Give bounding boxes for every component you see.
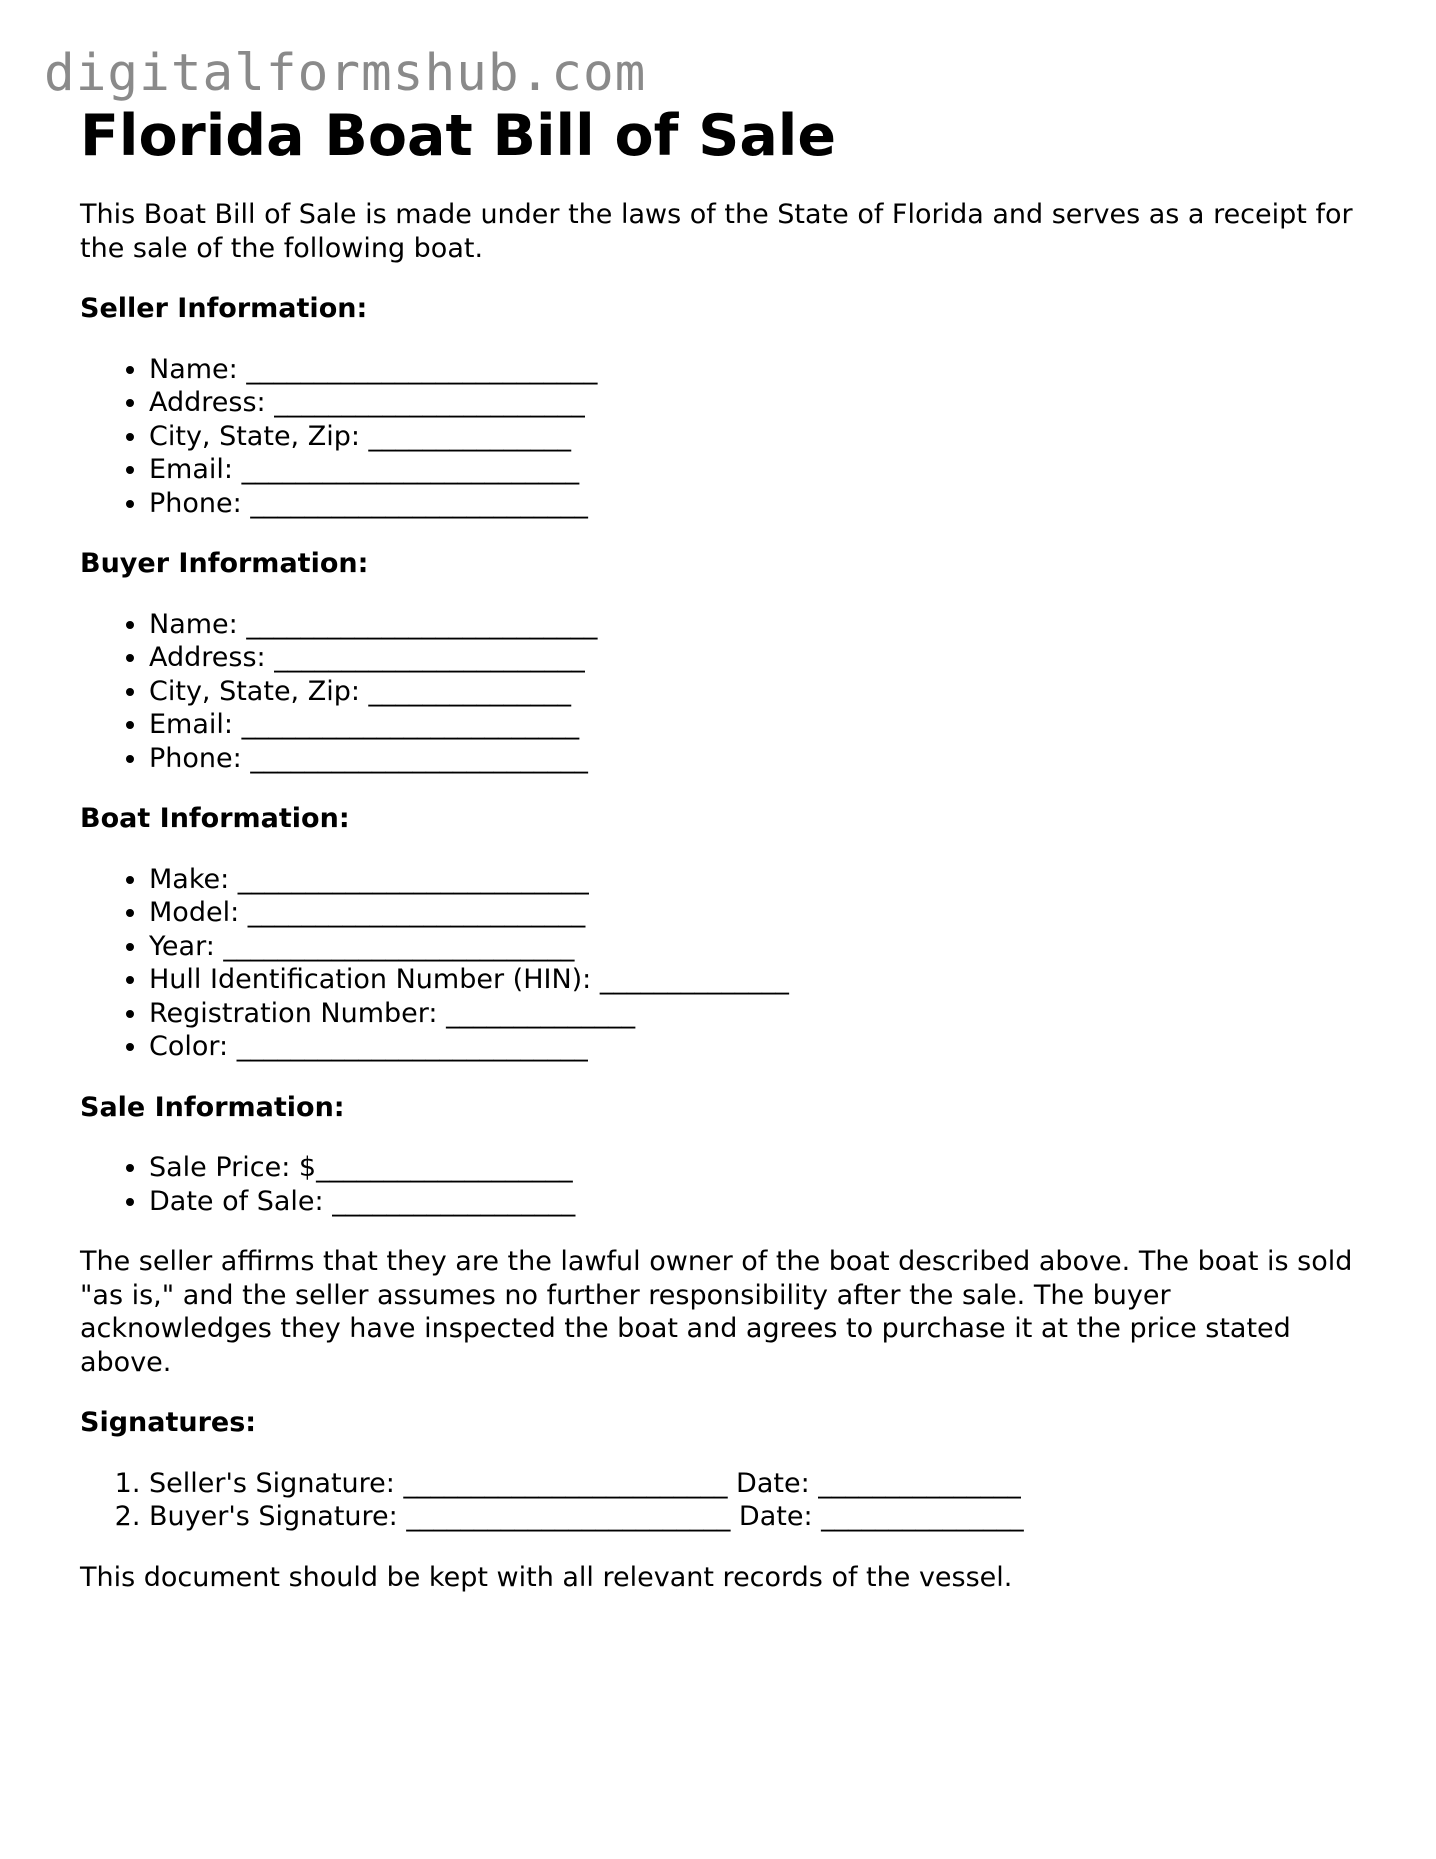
buyer-name-field: • Name: __________________________: [149, 608, 1380, 642]
buyer-email-field: • Email: _________________________: [149, 708, 1380, 742]
boat-heading: Boat Information:: [80, 803, 350, 834]
sale-heading: Sale Information:: [80, 1091, 345, 1123]
closing-paragraph: This document should be kept with all relevant records of the vessel.: [80, 1561, 1013, 1593]
buyer-address-field: • Address: _______________________: [149, 641, 1380, 675]
boat-registration-field: • Registration Number: ______________: [149, 997, 1380, 1031]
document-page: [80, 96, 1380, 1594]
seller-signature-line: 1. Seller's Signature: ________________________ Date: _______________: [149, 1467, 1380, 1501]
boat-fields-list: [80, 863, 1380, 1064]
affirmation-paragraph: The seller affirms that they are the lawful owner of the boat described above. The boat is sold "as is," and the seller assumes no further responsibility after the sale. The buyer acknowledges they have inspected the boat and agrees to purchase it at the price stated above.: [80, 1246, 1353, 1378]
seller-email-field: • Email: _________________________: [149, 453, 1380, 487]
boat-make-field: • Make: __________________________: [149, 863, 1380, 897]
buyer-heading: Buyer Information:: [80, 548, 369, 579]
buyer-fields-list: [80, 608, 1380, 776]
buyer-phone-field: • Phone: _________________________: [149, 742, 1380, 776]
intro-paragraph: This Boat Bill of Sale is made under the laws of the State of Florida and serves as a receipt for the sale of the following boat.: [80, 199, 1353, 264]
boat-year-field: • Year: __________________________: [149, 930, 1380, 964]
seller-fields-list: [80, 353, 1380, 521]
seller-address-field: • Address: _______________________: [149, 386, 1380, 420]
sale-date-field: • Date of Sale: __________________: [149, 1185, 1380, 1219]
signatures-heading: Signatures:: [80, 1407, 257, 1438]
seller-phone-field: • Phone: _________________________: [149, 487, 1380, 521]
document-title: Florida Boat Bill of Sale: [80, 103, 836, 169]
boat-model-field: • Model: _________________________: [149, 896, 1380, 930]
seller-name-field: • Name: __________________________: [149, 353, 1380, 387]
sale-price-field: • Sale Price: $___________________: [149, 1151, 1380, 1185]
watermark: digitalformshub.com: [44, 44, 647, 103]
sale-fields-list: [80, 1151, 1380, 1218]
buyer-signature-line: 2. Buyer's Signature: ________________________ Date: _______________: [149, 1500, 1380, 1534]
buyer-city-state-zip-field: • City, State, Zip: _______________: [149, 675, 1380, 709]
signatures-list: [80, 1467, 1380, 1534]
boat-color-field: • Color: __________________________: [149, 1030, 1380, 1064]
seller-city-state-zip-field: • City, State, Zip: _______________: [149, 420, 1380, 454]
boat-hin-field: • Hull Identification Number (HIN): ______________: [149, 963, 1380, 997]
seller-heading: Seller Information:: [80, 293, 368, 324]
